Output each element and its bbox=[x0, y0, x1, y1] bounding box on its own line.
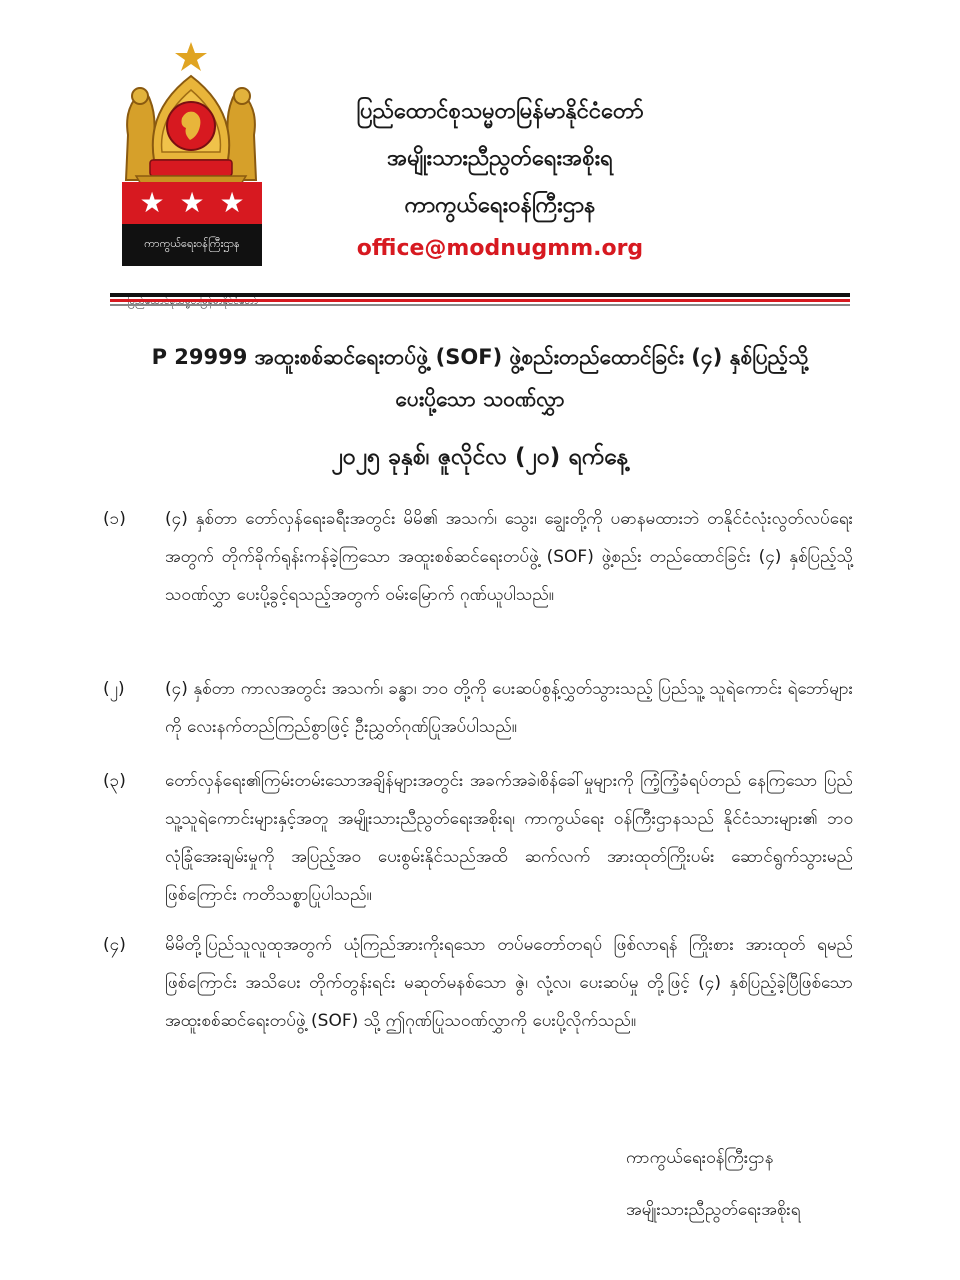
ministry-emblem bbox=[108, 40, 278, 280]
paragraph-text: (၄) နှစ်တာ ကာလအတွင်း အသက်၊ ခန္ဓာ၊ ဘဝ တို့ကို ပေးဆပ်စွန့်လွှတ်သွားသည့် ပြည်သူ့ သူရဲကောင်း ရဲဘော်များကို လေးနက်တည်ကြည်စွာဖြင့် ဦးညွှတ်ဂုဏ်ပြုအပ်ပါသည်။ bbox=[165, 679, 853, 737]
paragraph-number: (၁) bbox=[103, 509, 126, 529]
paragraph-number: (၃) bbox=[103, 771, 126, 791]
document-title bbox=[100, 336, 860, 420]
signature-ministry: ကာကွယ်ရေးဝန်ကြီးဌာန bbox=[626, 1148, 774, 1168]
document-date: ၂၀၂၅ ခုနှစ်၊ ဇူလိုင်လ (၂၀) ရက်နေ့ bbox=[331, 444, 629, 470]
signature-block bbox=[626, 1132, 926, 1236]
paragraph-number: (၄) bbox=[103, 935, 126, 955]
star-icon: ★ bbox=[219, 186, 245, 219]
star-icon: ★ bbox=[139, 186, 165, 219]
letterhead-government-name: အမျိုးသားညီညွတ်ရေးအစိုးရ bbox=[387, 146, 613, 171]
letterhead-email[interactable]: office@modnugmm.org bbox=[356, 236, 644, 261]
letterhead-state-name: ပြည်ထောင်စုသမ္မတမြန်မာနိုင်ငံတော် bbox=[356, 99, 644, 124]
paragraph-text: မိမိတို့ပြည်သူလူထုအတွက် ယုံကြည်အားကိုးရသော တပ်မတော်တရပ် ဖြစ်လာရန် ကြိုးစား အားထုတ် ရမည်ဖြစ်ကြောင်း အသိပေး တိုက်တွန်းရင်း မဆုတ်မနစ်သော ဇွဲ၊ လုံ့လ၊ ပေးဆပ်မှု တို့ဖြင့် (၄) နှစ်ပြည့်ခဲ့ပြီဖြစ်သော အထူးစစ်ဆင်ရေးတပ်ဖွဲ့ (SOF) သို့ ဤဂုဏ်ပြုသဝဏ်လွှာကို ပေးပို့လိုက်သည်။ bbox=[165, 935, 853, 1031]
paragraph-text: တော်လှန်ရေး၏ကြမ်းတမ်းသောအချိန်များအတွင်း အခက်အခဲ၊စိန်ခေါ်မှုများကို ကြံ့ကြံ့ခံရပ်တည် နေကြသော ပြည်သူ့သူရဲကောင်းများနှင့်အတူ အမျိုးသားညီညွတ်ရေးအစိုးရ၊ ကာကွယ်ရေး ဝန်ကြီးဌာနသည် နိုင်ငံသားများ၏ ဘဝလုံခြုံအေးချမ်းမှုကို အပြည့်အဝ ပေးစွမ်းနိုင်သည်အထိ ဆက်လက် အားထုတ်ကြိုးပမ်း ဆောင်ရွက်သွားမည်ဖြစ်ကြောင်း ကတိသစ္စာပြုပါသည်။ bbox=[165, 771, 853, 905]
title-line-1: P 29999 အထူးစစ်ဆင်ရေးတပ်ဖွဲ့ (SOF) ဖွဲ့စည်းတည်ထောင်ခြင်း (၄) နှစ်ပြည့်သို့ bbox=[151, 345, 809, 369]
paragraph-number: (၂) bbox=[103, 679, 125, 699]
flag-caption: ကာကွယ်ရေးဝန်ကြီးဌာန bbox=[144, 237, 240, 250]
flag-red-band bbox=[122, 182, 262, 224]
header-divider-gray bbox=[110, 304, 850, 306]
paragraph-text: (၄) နှစ်တာ တော်လှန်ရေးခရီးအတွင်း မိမိ၏ အသက်၊ သွေး၊ ချွေးတို့ကို ပဓာနမထားဘဲ တနိုင်ငံလုံးလွတ်လပ်ရေး အတွက် တိုက်ခိုက်ရုန်းကန်ခဲ့ကြသော အထူးစစ်ဆင်ရေးတပ်ဖွဲ့ (SOF) ဖွဲ့စည်း တည်ထောင်ခြင်း (၄) နှစ်ပြည့်သို့ သဝဏ်လွှာ ပေးပို့ခွင့်ရသည့်အတွက် ဝမ်းမြောက် ဂုဏ်ယူပါသည်။ bbox=[165, 509, 853, 605]
signature-government: အမျိုးသားညီညွတ်ရေးအစိုးရ bbox=[626, 1200, 801, 1220]
star-icon: ★ bbox=[179, 186, 205, 219]
header-divider-black bbox=[110, 293, 850, 297]
emblem-flag bbox=[122, 182, 262, 266]
letterhead-ministry-name: ကာကွယ်ရေးဝန်ကြီးဌာန bbox=[404, 193, 596, 218]
emblem-crest-icon bbox=[116, 40, 266, 185]
letterhead bbox=[300, 88, 700, 269]
title-line-2: ပေးပို့သော သဝဏ်လွှာ bbox=[395, 387, 565, 411]
header-divider-red bbox=[110, 299, 850, 302]
flag-black-band bbox=[122, 224, 262, 266]
